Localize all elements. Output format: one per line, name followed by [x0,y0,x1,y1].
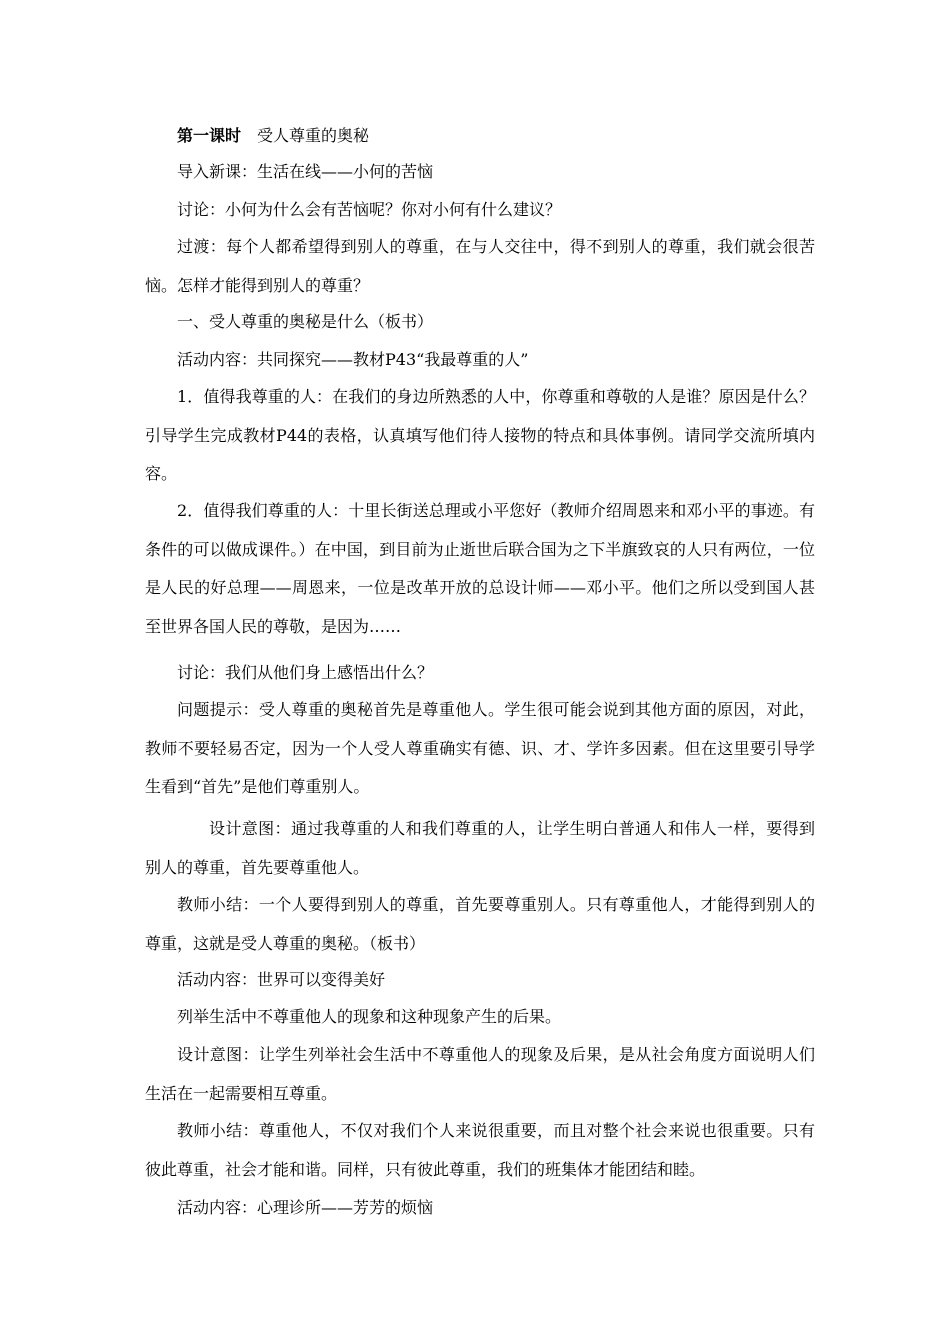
paragraph-discussion-1: 讨论：小何为什么会有苦恼呢？你对小何有什么建议？ [177,200,562,219]
paragraph-design-intent-2: 设计意图：让学生列举社会生活中不尊重他人的现象及后果，是从社会角度方面说明人们生活在一起需要相互尊重。 [145,1045,815,1103]
paragraph-transition: 过渡：每个人都希望得到别人的尊重，在与人交往中，得不到别人的尊重，我们就会很苦恼。怎样才能得到别人的尊重？ [145,237,815,295]
paragraph-item-2: 2．值得我们尊重的人：十里长街送总理或小平您好（教师介绍周恩来和邓小平的事迹。有条件的可以做成课件。）在中国，到目前为止逝世后联合国为之下半旗致哀的人只有两位，一位是人民的好总理——周恩来，一位是改革开放的总设计师——邓小平。他们之所以受到国人甚至世界各国人民的尊敬，是因为…… [145,501,815,636]
lesson-title-label: 第一课时 [177,126,242,145]
paragraph-activity-3: 活动内容：心理诊所——芳芳的烦恼 [177,1198,434,1217]
paragraph-teacher-summary-1: 教师小结：一个人要得到别人的尊重，首先要尊重别人。只有尊重他人，才能得到别人的尊重，这就是受人尊重的奥秘。（板书） [145,895,815,953]
lesson-title-text: 受人尊重的奥秘 [257,126,370,145]
paragraph-list-phenomena: 列举生活中不尊重他人的现象和这种现象产生的后果。 [177,1007,562,1026]
paragraph-item-1: 1．值得我尊重的人：在我们的身边所熟悉的人中，你尊重和尊敬的人是谁？原因是什么？引导学生完成教材P44的表格，认真填写他们待人接物的特点和具体事例。请同学交流所填内容。 [145,387,815,483]
section-heading-1: 一、受人尊重的奥秘是什么（板书） [177,312,434,331]
paragraph-teacher-summary-2: 教师小结：尊重他人，不仅对我们个人来说很重要，而且对整个社会来说也很重要。只有彼此尊重，社会才能和谐。同样，只有彼此尊重，我们的班集体才能团结和睦。 [145,1121,815,1179]
paragraph-activity-1: 活动内容：共同探究——教材P43“我最尊重的人” [177,350,529,369]
paragraph-discussion-2: 讨论：我们从他们身上感悟出什么？ [177,663,434,682]
lesson-title [145,117,815,156]
paragraph-design-intent-1: 设计意图：通过我尊重的人和我们尊重的人，让学生明白普通人和伟人一样，要得到别人的尊重，首先要尊重他人。 [145,819,815,877]
paragraph-activity-2: 活动内容：世界可以变得美好 [177,970,386,989]
paragraph-hint: 问题提示：受人尊重的奥秘首先是尊重他人。学生很可能会说到其他方面的原因，对此，教师不要轻易否定，因为一个人受人尊重确实有德、识、才、学许多因素。但在这里要引导学生看到“首先”是他们尊重别人。 [145,700,815,796]
paragraph-intro: 导入新课：生活在线——小何的苦恼 [177,162,434,181]
